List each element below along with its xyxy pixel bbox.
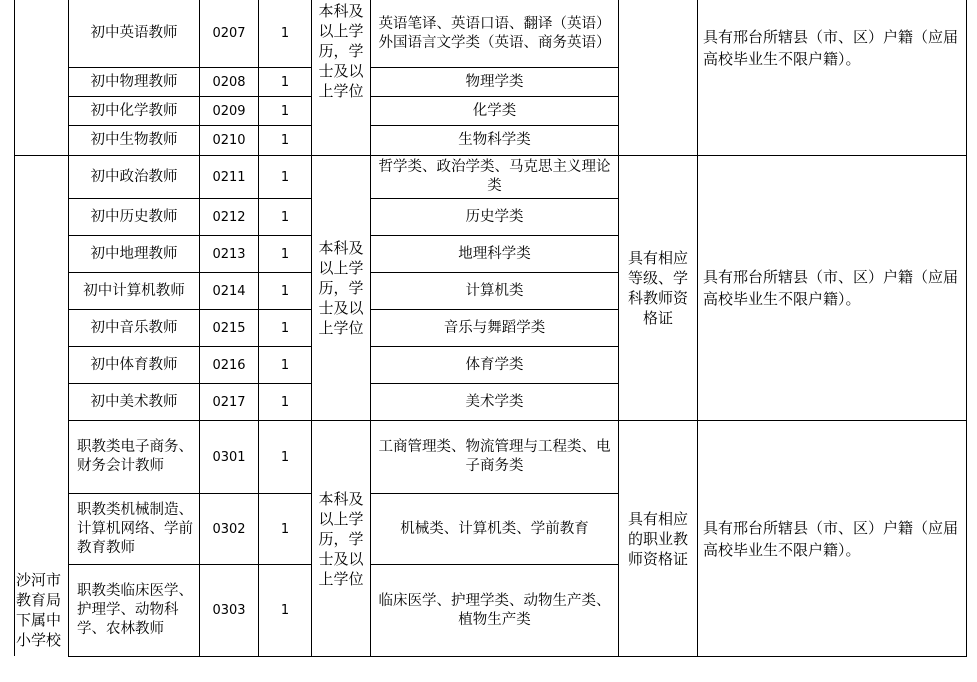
code-text: 0217: [212, 394, 246, 410]
grid-line: [14, 0, 15, 656]
count-cell: [259, 347, 311, 383]
major-cell: [371, 310, 618, 346]
major-cell: [371, 273, 618, 309]
count-cell: [259, 97, 311, 125]
major-text: 美术学类: [465, 393, 524, 410]
note-cell-middle: [698, 156, 966, 420]
education-cell-middle: [312, 156, 370, 420]
note-cell-top: [698, 26, 966, 70]
post-text: 初中英语教师: [90, 25, 178, 41]
code-text: 0207: [212, 26, 246, 41]
post-cell: [69, 126, 199, 155]
certificate-text: 具有相应等级、学科教师资格证: [627, 249, 688, 327]
count-cell: [259, 273, 311, 309]
count-text: 1: [280, 394, 290, 410]
count-text: 1: [280, 357, 290, 373]
education-cell-bottom: [312, 421, 370, 656]
major-cell: [371, 421, 618, 493]
code-cell: [200, 421, 258, 493]
code-cell: [200, 156, 258, 198]
code-text: 0216: [212, 357, 246, 373]
major-cell: [371, 97, 618, 125]
post-text: 初中地理教师: [90, 245, 178, 262]
code-cell: [200, 199, 258, 235]
post-text: 初中体育教师: [90, 356, 178, 373]
major-text: 地理科学类: [458, 245, 531, 262]
education-cell-top: [312, 0, 370, 110]
code-cell: [200, 347, 258, 383]
grid-line: [68, 656, 967, 657]
post-text: 初中化学教师: [90, 102, 178, 119]
education-text: 本科及以上学历，学士及以上学位: [318, 489, 364, 588]
count-text: 1: [280, 74, 290, 90]
count-cell: [259, 494, 311, 564]
code-text: 0212: [212, 209, 246, 225]
major-text: 历史学类: [465, 208, 524, 225]
code-cell: [200, 310, 258, 346]
post-cell: [69, 273, 199, 309]
count-cell: [259, 565, 311, 656]
major-cell: [371, 494, 618, 564]
post-text: 初中物理教师: [90, 73, 178, 90]
post-text: 初中历史教师: [90, 208, 178, 225]
note-cell-bottom: [698, 421, 966, 656]
count-cell: [259, 156, 311, 198]
post-cell: [69, 310, 199, 346]
certificate-cell-bottom: [619, 421, 697, 656]
code-text: 0210: [212, 133, 246, 148]
count-text: 1: [280, 209, 290, 225]
post-text: 初中计算机教师: [83, 282, 185, 299]
code-text: 0215: [212, 320, 246, 336]
post-text: 初中生物教师: [90, 132, 178, 148]
note-text: 具有邢台所辖县（市、区）户籍（应届高校毕业生不限户籍）。: [703, 28, 959, 68]
major-cell: [371, 236, 618, 272]
major-cell: [371, 384, 618, 420]
education-text: 本科及以上学历，学士及以上学位: [318, 2, 364, 100]
code-text: 0213: [212, 246, 246, 262]
count-cell: [259, 236, 311, 272]
unit-cell: [15, 564, 67, 656]
code-cell: [200, 273, 258, 309]
code-cell: [200, 68, 258, 96]
post-cell: [69, 0, 199, 67]
code-text: 0208: [212, 74, 246, 90]
major-text: 计算机类: [465, 282, 524, 299]
code-text: 0214: [212, 283, 246, 299]
major-text: 生物科学类: [458, 132, 531, 148]
major-text: 物理学类: [465, 73, 524, 90]
post-cell: [69, 494, 199, 564]
post-cell: [69, 97, 199, 125]
post-text: 职教类临床医学、护理学、动物科学、农林教师: [77, 583, 193, 637]
count-cell: [259, 68, 311, 96]
post-cell: [69, 156, 199, 198]
post-cell: [69, 347, 199, 383]
code-cell: [200, 97, 258, 125]
post-text: 初中美术教师: [90, 393, 178, 410]
count-text: 1: [280, 449, 290, 465]
count-text: 1: [280, 169, 290, 185]
major-text: 机械类、计算机类、学前教育: [400, 520, 589, 537]
count-text: 1: [280, 521, 290, 537]
count-cell: [259, 310, 311, 346]
major-text: 化学类: [472, 102, 517, 119]
major-cell: [371, 0, 618, 67]
count-cell: [259, 421, 311, 493]
code-cell: [200, 494, 258, 564]
major-cell: [371, 347, 618, 383]
post-cell: [69, 68, 199, 96]
code-text: 0209: [212, 103, 246, 119]
post-cell: [69, 421, 199, 493]
major-cell: [371, 156, 618, 198]
major-text: 临床医学、护理学类、动物生产类、植物生产类: [378, 592, 611, 628]
count-text: 1: [280, 26, 290, 41]
post-cell: [69, 384, 199, 420]
count-text: 1: [280, 283, 290, 299]
education-text: 本科及以上学历，学士及以上学位: [318, 239, 364, 337]
code-text: 0302: [212, 521, 246, 537]
major-cell: [371, 126, 618, 155]
major-text: 体育学类: [465, 356, 524, 373]
count-text: 1: [280, 603, 290, 618]
code-text: 0303: [212, 603, 246, 618]
post-cell: [69, 565, 199, 656]
count-cell: [259, 0, 311, 67]
major-cell: [371, 199, 618, 235]
count-text: 1: [280, 103, 290, 119]
code-text: 0211: [212, 169, 246, 185]
post-text: 初中音乐教师: [90, 319, 178, 336]
count-text: 1: [280, 133, 290, 148]
major-text: 英语笔译、英语口语、翻译（英语）外国语言文学类（英语、商务英语）: [378, 15, 611, 51]
count-cell: [259, 126, 311, 155]
grid-line: [966, 0, 967, 657]
post-cell: [69, 236, 199, 272]
major-text: 音乐与舞蹈学类: [443, 319, 546, 336]
code-cell: [200, 236, 258, 272]
unit-text: 沙河市教育局下属中小学校: [16, 571, 62, 649]
certificate-cell-middle: [619, 156, 697, 420]
post-text: 职教类机械制造、计算机网络、学前教育教师: [77, 501, 193, 556]
post-cell: [69, 199, 199, 235]
note-text: 具有邢台所辖县（市、区）户籍（应届高校毕业生不限户籍）。: [703, 518, 959, 559]
major-cell: [371, 565, 618, 656]
code-cell: [200, 126, 258, 155]
code-cell: [200, 0, 258, 67]
certificate-text: 具有相应的职业教师资格证: [627, 509, 688, 568]
note-text: 具有邢台所辖县（市、区）户籍（应届高校毕业生不限户籍）。: [703, 268, 959, 308]
major-text: 工商管理类、物流管理与工程类、电子商务类: [378, 439, 611, 474]
post-text: 职教类电子商务、财务会计教师: [77, 439, 193, 474]
major-text: 哲学类、政治学类、马克思主义理论类: [378, 159, 611, 194]
code-text: 0301: [212, 449, 246, 465]
code-cell: [200, 384, 258, 420]
count-text: 1: [280, 246, 290, 262]
code-cell: [200, 565, 258, 656]
count-cell: [259, 384, 311, 420]
count-cell: [259, 199, 311, 235]
post-text: 初中政治教师: [90, 168, 178, 185]
major-cell: [371, 68, 618, 96]
count-text: 1: [280, 320, 290, 336]
